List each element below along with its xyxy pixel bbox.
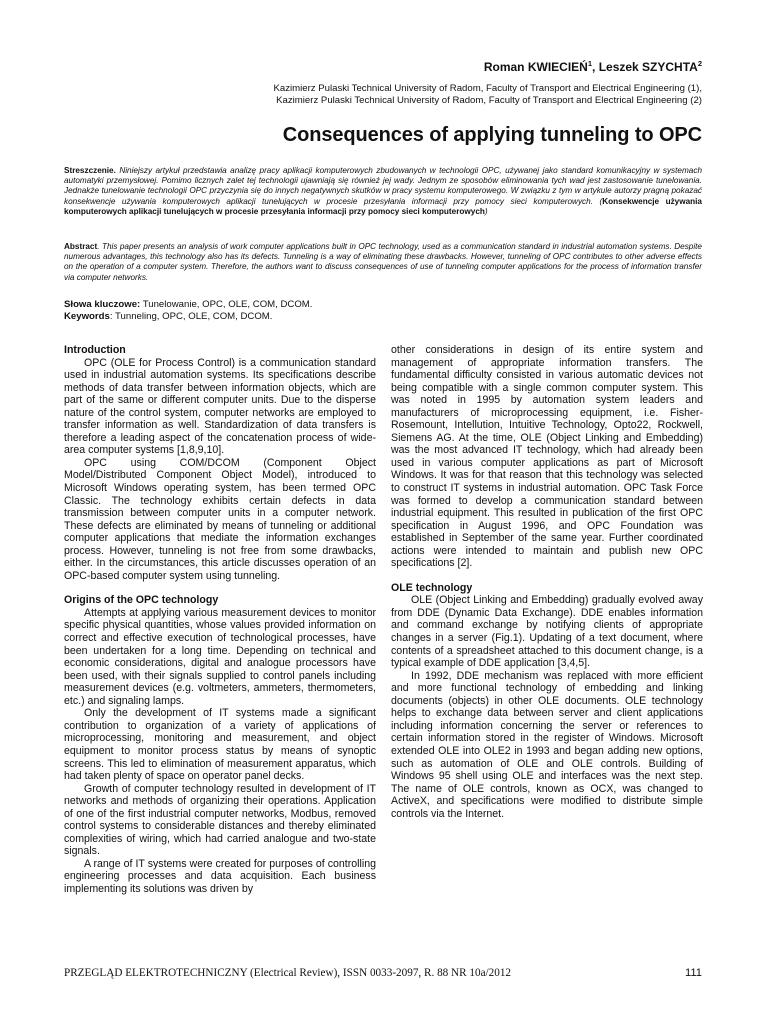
abstract-polish-close: ) bbox=[484, 206, 488, 216]
paragraph: Only the development of IT systems made a significant contribution to organization of a variety of applications of microprocessing, monitoring and measurement, and object equipment to monitor process status by means of synoptic screens. This led to elimination of measurement apparatus, which had taken plenty of space on operator panel decks. bbox=[64, 707, 376, 783]
page-number: 111 bbox=[684, 967, 702, 979]
author-2: Leszek SZYCHTA bbox=[598, 60, 698, 74]
paragraph: other considerations in design of its entire system and management of appropriate information transfers. The fundamental difficulty consisted in various automatic devices not being compatible with a single common computer system. This was noted in 1995 by automation system leaders and manufacturers of microprocessing equipment, i.e. Fisher-Rosemount, Intellution, Intuitive Technology, Opto22, Rockwell, Siemens AG. At the time, OLE (Object Linking and Embedding) was the most advanced IT technology, which had already been used in various computer applications as part of Microsoft Windows. It was for that reason that this technology was selected to construct IT systems in industrial automation. OPC Task Force was formed to develop a communication standard between industrial equipment. This resulted in publication of the first OPC specification in August 1996, and OPC Foundation was established in September of the same year. Further coordinated actions were intended to maintain and publish new OPC specifications [2]. bbox=[391, 344, 703, 570]
abstract-polish-label: Streszczenie. bbox=[64, 166, 116, 175]
abstract-polish-bold-title: Konsekwencje używania komputerowych aplikacji tunelujących w procesie przesyłania informacji przy pomocy sieci komputerowych bbox=[64, 196, 702, 216]
keywords-polish-label: Słowa kluczowe: bbox=[64, 299, 141, 310]
abstract-english-label: Abstract bbox=[64, 242, 98, 251]
abstract-english bbox=[64, 242, 702, 283]
author-1-superscript: 1 bbox=[587, 59, 593, 68]
paragraph: A range of IT systems were created for purposes of controlling engineering processes and data acquisition. Each business implementing its solutions was driven by bbox=[64, 857, 376, 895]
author-1: Roman KWIECIEŃ bbox=[483, 60, 588, 74]
right-column bbox=[391, 344, 703, 820]
paragraph: OPC using COM/DCOM (Component Object Model/Distributed Component Object Model), introduced to Microsoft Windows operating system, has been termed OPC Classic. The technology exhibits certain defects in data transmission between computer units in a computer network. These defects are eliminated by means of tunneling or additional computer applications that mediate the information exchanges process. However, tunneling is not free from some drawbacks, either. In the circumstances, this article discusses operation of an OPC-based computer system using tunneling. bbox=[64, 456, 376, 582]
paragraph: Attempts at applying various measurement devices to monitor specific physical quantities, whose values provided information on correct and effective execution of technological processes, have been undertaken for a long time. Depending on technical and economic considerations, digital and analogue processors have been used, with their signals supplied to control panels including measurement devices (e.g. voltmeters, ammeters, thermometers, etc.) and signaling lamps. bbox=[64, 606, 376, 707]
author-2-superscript: 2 bbox=[697, 59, 702, 68]
paper-title: Consequences of applying tunneling to OPC bbox=[282, 124, 702, 146]
heading-introduction: Introduction bbox=[64, 344, 126, 356]
paragraph: Growth of computer technology resulted in development of IT networks and methods of organizing their operations. Application of one of the first industrial computer networks, Modbus, removed control systems to considerable distances and thereby eliminated complexities of wiring, which had carried analogue and two-state signals. bbox=[64, 782, 376, 858]
keywords-english bbox=[64, 311, 272, 323]
page-footer bbox=[64, 967, 702, 979]
journal-info: PRZEGLĄD ELEKTROTECHNICZNY (Electrical Review), ISSN 0033-2097, R. 88 NR 10a/2012 bbox=[64, 967, 512, 979]
author-separator: , bbox=[592, 60, 599, 74]
heading-ole-technology: OLE technology bbox=[391, 581, 473, 594]
abstract-polish-text: Niniejszy artykuł przedstawia analizę pracy aplikacji komputerowych zbudowanych w technologii OPC, używanej jako standard komunikacyjny w systemach automatyki przemysłowej. Pomimo licznych zalet tej technologii ujawniają się również jej wady. Jednym ze sposobów eliminowania tych wad jest zastosowanie tunelowania. Jednakże tunelowanie technologii OPC przyczynia się do innych negatywnych skutków w pracy systemu komputerowego. W związku z tym w artykule autorzy pragną pokazać konsekwencje używania komputerowych aplikacji tunelujących w procesie przesyłania informacji przy pomocy sieci komputerowych. ( bbox=[64, 166, 702, 206]
paragraph: OLE (Object Linking and Embedding) gradually evolved away from DDE (Dynamic Data Exchange). DDE enables information and command exchange by notifying clients of appropriate changes in a server (Fig.1). Updating of a text document, where contents of a spreadsheet attached to this document change, is a typical example of DDE application [3,4,5]. bbox=[391, 594, 703, 670]
keywords-english-text: : Tunneling, OPC, OLE, COM, DCOM. bbox=[109, 311, 273, 322]
paragraph: In 1992, DDE mechanism was replaced with more efficient and more functional technology of embedding and linking documents (objects) in other OLE documents. OLE technology helps to exchange data between server and client applications including information concerning the server or references to certain information stored in the register of Windows. Microsoft extended OLE into OLE2 in 1993 and began adding new options, such as automation of OLE and OLE controls. Building of Windows 95 shell using OLE and interfaces was the next step. The name of OLE controls, known as OCX, was changed to ActiveX, and specifications were modified to distribute simple controls via the Internet. bbox=[391, 669, 703, 820]
affiliation-2: Kazimierz Pulaski Technical University of Radom, Faculty of Transport and Electrical Engineering (2) bbox=[276, 95, 702, 106]
abstract-polish bbox=[64, 166, 702, 217]
heading-origins: Origins of the OPC technology bbox=[64, 594, 219, 607]
affiliation-1: Kazimierz Pulaski Technical University of Radom, Faculty of Transport and Electrical Engineering (1), bbox=[273, 83, 702, 94]
keywords-polish-text: Tunelowanie, OPC, OLE, COM, DCOM. bbox=[140, 299, 313, 310]
paragraph: OPC (OLE for Process Control) is a communication standard used in industrial automation systems. Its specifications describe methods of data transfer between information objects, which are part of the same or different computer units. Due to the disperse nature of the control system, computer networks are employed to transfer information as well. Standardization of data transfers is therefore a leading aspect of the concatenation process of wide-area computer systems [1,8,9,10]. bbox=[64, 356, 376, 457]
authors bbox=[484, 59, 702, 74]
left-column bbox=[64, 344, 376, 896]
keywords-english-label: Keywords bbox=[64, 311, 110, 322]
abstract-english-text: . This paper presents an analysis of work computer applications built in OPC technology, used as a communication standard in industrial automation systems. Despite numerous advantages, this technology also has its defects. Tunneling is a way of eliminating these drawbacks. However, tunneling of OPC contributes to other adverse effects on the operation of a computer system. Therefore, the authors want to discuss consequences of use of tunneling computer applications for the process of information transfer via computer networks. bbox=[64, 242, 702, 282]
keywords-polish bbox=[64, 299, 312, 311]
